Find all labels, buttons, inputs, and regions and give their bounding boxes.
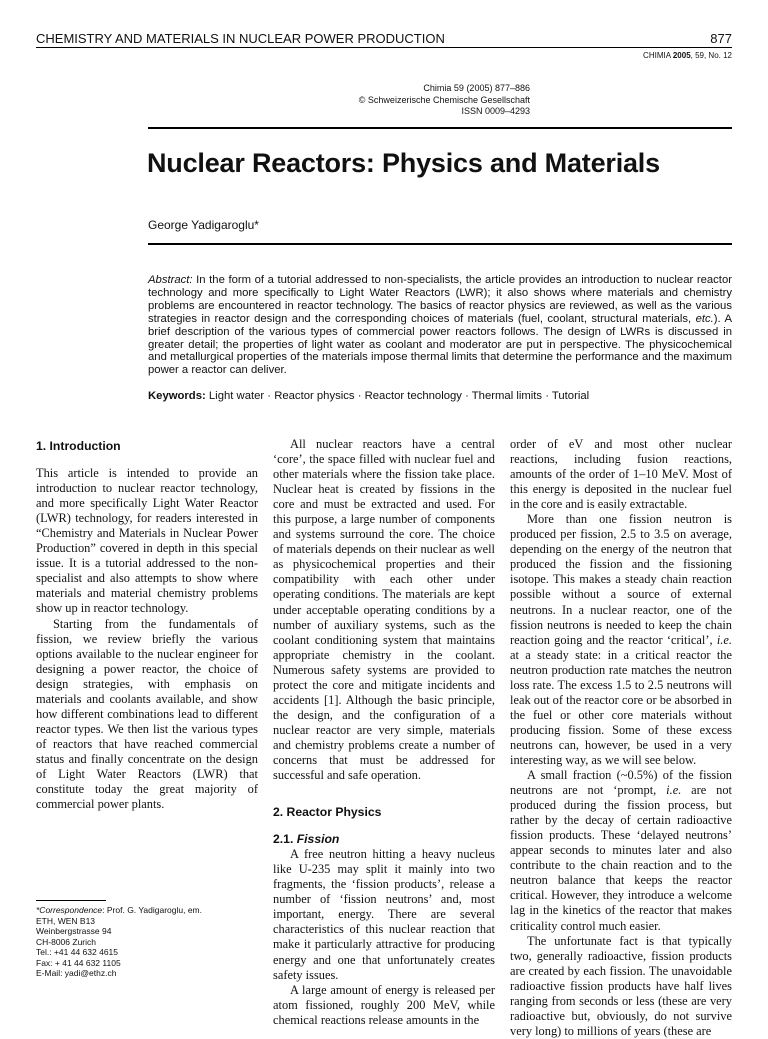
article-author: George Yadigaroglu* (148, 218, 259, 232)
subsection-title: Fission (296, 832, 340, 847)
article-title: Nuclear Reactors: Physics and Materials (147, 148, 660, 178)
header-rule (36, 47, 732, 48)
paragraph: Starting from the fundamentals of fission, we review briefly the various options available to the nuclear engineer for designing a power reactor, the choice of design strategies, with emphasis on materials and coolants available, and show how different combinations lead to different reactor types. We then list the various types of reactors that have reached commercial status and finally concentrate on the design of Light Water Reactors (LWR) that constitute today the great majority of commercial power plants. (36, 616, 258, 812)
abstract-text: In the form of a tutorial addressed to non-specialists, the article provides an introduction to nuclear reactor technology and more specifically to Light Water Reactors (LWR); it also shows where materials and chemistry problems are encountered in reactor technology. The basics of reactor physics are reviewed, as well as the various strategies in reactor design and the corresponding choices of materials (fuel, coolant, structural materials, (148, 274, 732, 325)
correspondence-footnote (36, 905, 202, 979)
text-italic: i.e. (716, 632, 732, 647)
footnote-line: Fax: + 41 44 632 1105 (36, 957, 121, 968)
issue-prefix: CHIMIA (643, 51, 671, 60)
issue-year: 2005 (672, 51, 691, 60)
section-heading: 2. Reactor Physics (273, 805, 382, 820)
section-heading: 1. Introduction (36, 439, 121, 453)
subsection-number: 2.1. (273, 832, 297, 847)
citation-line: © Schweizerische Chemische Gesellschaft (358, 94, 530, 105)
paragraph: All nuclear reactors have a central ‘core’, the space filled with nuclear fuel and other materials where the fission take place. Nuclear heat is created by fissions in the core and must be extracted and used. For this purpose, a large number of components and systems surround the core. The choice of materials depends on their nuclear as well as physicochemical properties and their compatibility with each other under operating conditions. The materials are kept under acceptable operating conditions by a number of auxiliary systems, such as the coolant conditioning system that maintains appropriate chemistry in the coolant. Numerous safety systems are provided to protect the core and mitigate incidents and accidents [1]. Although the basic principle, the design, and the configuration of a nuclear reactor are very simple, materials and chemistry problems create a number of concerns that must be addressed for successful and safe operation. (273, 437, 495, 783)
citation-line: ISSN 0009–4293 (461, 106, 530, 116)
footnote-line: ETH, WEN B13 (36, 915, 96, 926)
body-column-1 (36, 437, 258, 812)
title-top-rule (148, 127, 732, 129)
text: More than one fission neutron is produced per fission, 2.5 to 3.5 on average, depending on the energy of the neutron that produced the fission and the fissioning isotope. This makes a steady chain reaction possible without a source of external neutrons. In a nuclear reactor, one of the fission neutrons is needed to keep the chain reaction going and the reactor ‘critical’, (510, 512, 732, 647)
footnote-label: *Correspondence (36, 905, 103, 915)
author-rule (148, 243, 732, 245)
text-italic: i.e. (666, 783, 682, 798)
paragraph (510, 768, 732, 934)
body-column-3 (510, 437, 732, 1039)
citation-block (359, 83, 530, 118)
paragraph: The unfortunate fact is that typically two, generally radioactive, fission products are created by each fission. The unavoidable radioactive fission products have half lives ranging from seconds or less (these are very radioactive but, obviously, do not survive very long) to millions of years (these are (510, 933, 732, 1038)
abstract-label: Abstract: (148, 274, 193, 286)
footnote-line: Tel.: +41 44 632 4615 (36, 947, 118, 957)
footnote-line: CH-8006 Zurich (36, 936, 96, 947)
text: A small fraction (~0.5%) of the fission neutrons are not ‘prompt, (510, 768, 732, 798)
subsection-heading (273, 832, 495, 847)
paragraph: This article is intended to provide an introduction to nuclear reactor technology, and more specifically Light Water Reactor (LWR) technology, for readers interested in “Chemistry and Materials in Nuclear Power Production” covered in depth in this special issue. It is a tutorial addressed to the non-specialist and also attempts to show where materials and material chemistry problems show up in reactor technology. (36, 466, 258, 616)
page-number: 877 (710, 31, 732, 46)
running-title: CHEMISTRY AND MATERIALS IN NUCLEAR POWER PRODUCTION (36, 31, 445, 46)
keywords-text: Light water · Reactor physics · Reactor technology · Thermal limits · Tutorial (205, 390, 590, 402)
text: are not produced during the fission process, but rather by the decay of certain radioactive fission products. These ‘delayed neutrons’ appear seconds to minutes later and also contribute to the chain reaction and to the neutron balance that keeps the reactor critical. However, they introduce a welcome lag in the kinetics of the reactor that makes criticality control much easier. (510, 783, 733, 933)
footnote-line: Weinbergstrasse 94 (36, 926, 112, 936)
paragraph: A free neutron hitting a heavy nucleus like U-235 may split it mainly into two fragments, the ‘fission products’, release a number of ‘fission neutrons’ and, most important, energy. There are several characteristics of this nuclear reaction that make it particularly attractive for producing energy and one that unfortunately creates safety issues. (273, 847, 495, 982)
footnote-email[interactable]: E-Mail: yadi@ethz.ch (36, 968, 117, 978)
footnote-rule (36, 900, 106, 901)
abstract-etc: etc. (695, 312, 714, 325)
paragraph: A large amount of energy is released per atom fissioned, roughly 200 MeV, while chemical reactions release amounts in the (273, 982, 495, 1027)
paragraph: order of eV and most other nuclear reactions, including fusion reactions, amounts of the order of 1–10 MeV. Most of this energy is deposited in the nuclear fuel in the core and is easily extractable. (510, 437, 732, 512)
body-column-2 (273, 437, 495, 1028)
keywords (148, 390, 732, 402)
abstract-text: ). A brief description of the various types of commercial power reactors follows. The design of LWRs is discussed in greater detail; the properties of light water as coolant and moderator are put in perspective. The physicochemical and metallurgical properties of the materials impose thermal limits that determine the performance and the maximum power a reactor can deliver. (148, 312, 733, 377)
text: at a steady state: in a critical reactor the neutron production rate matches the neutron loss rate. The excess 1.5 to 2.5 neutrons will leak out of the reactor core or be absorbed in the fuel or other core materials without producing fission. Some of these excess neutrons can, however, be used in a very interesting way, as we will see below. (510, 647, 732, 767)
keywords-label: Keywords: (148, 390, 206, 402)
footnote-line (36, 905, 202, 916)
abstract (148, 274, 732, 377)
issue-line (643, 51, 732, 60)
footnote-text: : Prof. G. Yadigaroglu, em. (102, 905, 203, 915)
citation-line: Chimia 59 (2005) 877–886 (423, 83, 530, 93)
issue-rest: , 59, No. 12 (690, 51, 732, 60)
paragraph (510, 512, 732, 768)
